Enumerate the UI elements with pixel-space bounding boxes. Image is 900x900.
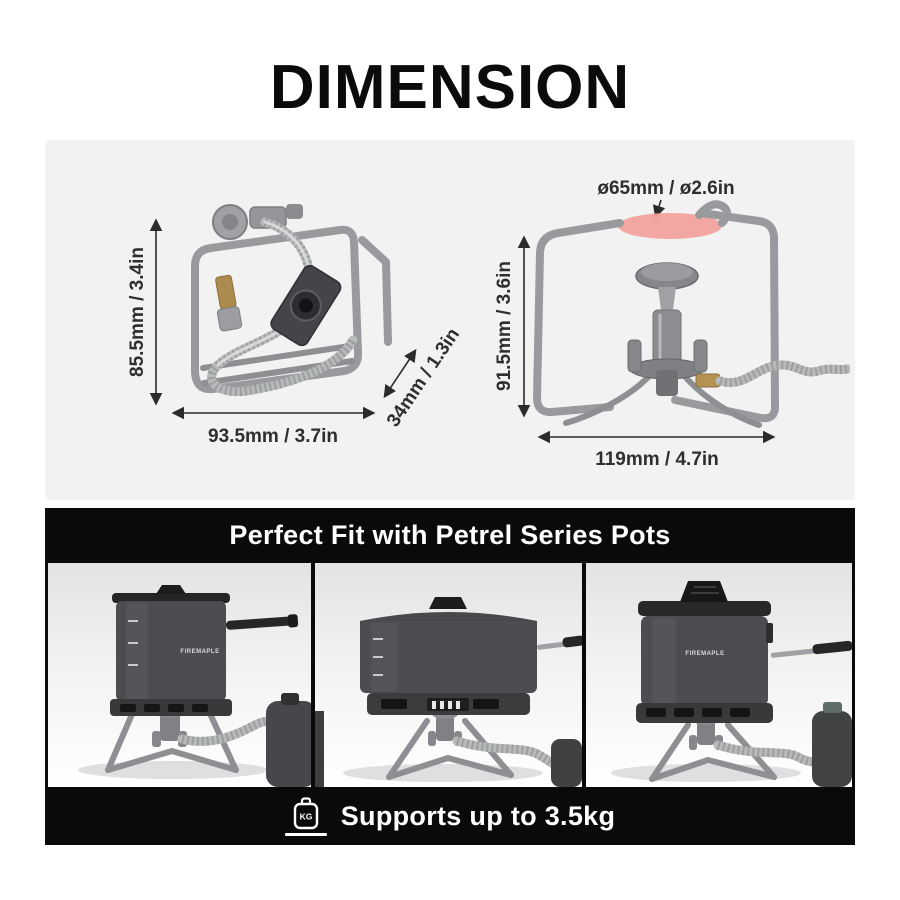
folded-width-label: 93.5mm / 3.7in bbox=[208, 426, 338, 447]
pot-handle bbox=[770, 640, 852, 659]
open-stove-diagram bbox=[470, 160, 850, 480]
photo-wide-pot bbox=[315, 563, 582, 787]
dimension-panel bbox=[45, 140, 855, 500]
open-height-label: 91.5mm / 3.6in bbox=[494, 261, 516, 391]
folded-stove-diagram bbox=[100, 180, 480, 490]
brass-fitting bbox=[211, 275, 242, 332]
fuel-bottle bbox=[812, 711, 852, 787]
support-note bbox=[45, 787, 855, 845]
fuel-bottle bbox=[551, 739, 582, 787]
compatibility-panel bbox=[45, 508, 855, 845]
support-note-text: Supports up to 3.5kg bbox=[340, 800, 616, 831]
kg-weight-icon bbox=[285, 797, 327, 836]
fuel-bottle bbox=[266, 701, 311, 787]
open-width-label: 119mm / 4.7in bbox=[595, 449, 719, 470]
photo-medium-pot bbox=[586, 563, 852, 787]
folded-depth-label: 34mm / 1.3in bbox=[383, 324, 465, 431]
pot-brand-text: FIREMAPLE bbox=[180, 649, 220, 655]
kg-icon-label: KG bbox=[299, 811, 313, 821]
medium-pot-illustration bbox=[586, 563, 852, 787]
pot-handle bbox=[536, 635, 582, 651]
page-title: DIMENSION bbox=[269, 53, 631, 122]
pot-handle bbox=[226, 614, 299, 632]
kg-icon-underline bbox=[285, 833, 327, 836]
photo-tall-pot bbox=[48, 563, 311, 787]
pot-brand-text: FIREMAPLE bbox=[685, 651, 725, 657]
burner-diameter-label: ø65mm / ø2.6in bbox=[597, 178, 735, 199]
igniter bbox=[628, 340, 641, 372]
tall-pot-illustration bbox=[48, 563, 311, 787]
compatibility-title: Perfect Fit with Petrel Series Pots bbox=[229, 520, 671, 550]
wide-pot-illustration bbox=[315, 563, 582, 787]
folded-stove-illustration bbox=[195, 204, 388, 392]
pot-photos-row bbox=[45, 563, 855, 787]
folded-height-label: 85.5mm / 3.4in bbox=[127, 247, 149, 377]
